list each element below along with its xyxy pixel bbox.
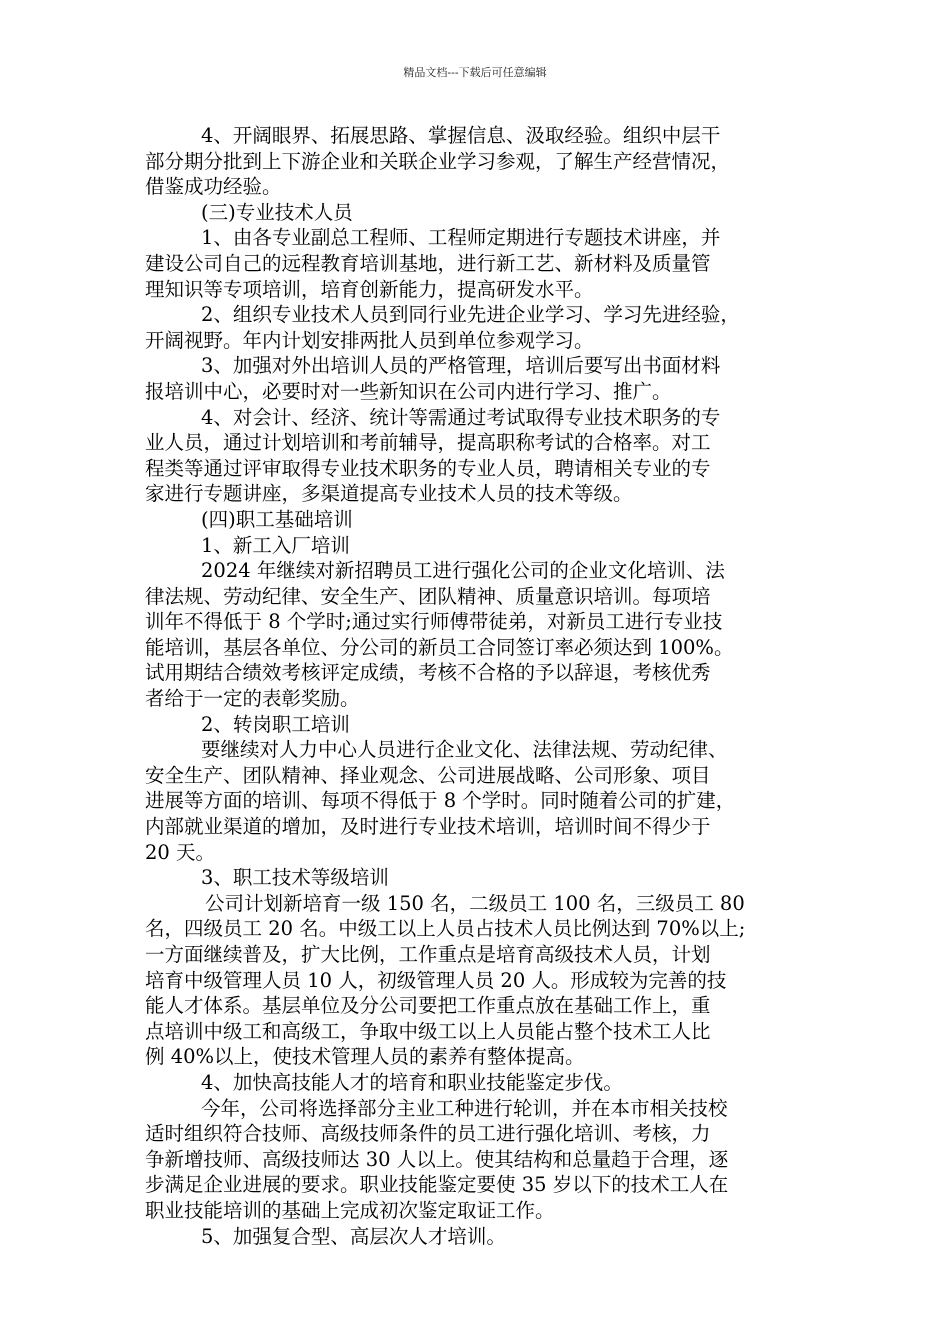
- text-line: 家进行专题讲座，多渠道提高专业技术人员的技术等级。: [145, 482, 633, 506]
- text-line: 部分期分批到上下游企业和关联企业学习参观，了解生产经营情况，: [145, 149, 731, 173]
- text-line: 程类等通过评审取得专业技术职务的专业人员，聘请相关专业的专: [145, 456, 711, 480]
- page-header: 精品文档---下载后可任意编辑: [403, 66, 547, 79]
- text-line: 借鉴成功经验。: [145, 175, 282, 199]
- text-line: 进展等方面的培训、每项不得低于 8 个学时。同时随着公司的扩建，: [145, 789, 736, 813]
- text-line: 步满足企业进展的要求。职业技能鉴定要使 35 岁以下的技术工人在: [145, 1173, 729, 1197]
- text-line: 者给于一定的表彰奖励。: [145, 687, 360, 711]
- text-line: 例 40%以上，使技术管理人员的素养有整体提高。: [145, 1045, 585, 1069]
- text-line: 理知识等专项培训，培育创新能力，提高研发水平。: [145, 277, 594, 301]
- text-line: 建设公司自己的远程教育培训基地，进行新工艺、新材料及质量管: [145, 251, 711, 275]
- text-line: 2024 年继续对新招聘员工进行强化公司的企业文化培训、法: [201, 559, 725, 583]
- text-line: 业人员，通过计划培训和考前辅导，提高职称考试的合格率。对工: [145, 431, 711, 455]
- text-line: 开阔视野。年内计划安排两批人员到单位参观学习。: [145, 328, 594, 352]
- text-line: 4、对会计、经济、统计等需通过考试取得专业技术职务的专: [201, 405, 721, 429]
- text-line: 1、由各专业副总工程师、工程师定期进行专题技术讲座，并: [201, 226, 721, 250]
- text-line: 2、转岗职工培训: [201, 712, 350, 736]
- text-line: 安全生产、团队精神、择业观念、公司进展战略、公司形象、项目: [145, 763, 711, 787]
- text-line: 律法规、劳动纪律、安全生产、团队精神、质量意识培训。每项培: [145, 584, 711, 608]
- text-line: 报培训中心，必要时对一些新知识在公司内进行学习、推广。: [145, 379, 672, 403]
- text-line: 3、加强对外出培训人员的严格管理，培训后要写出书面材料: [201, 354, 721, 378]
- text-line: 能人才体系。基层单位及分公司要把工作重点放在基础工作上，重: [145, 994, 711, 1018]
- text-line: 4、加快高技能人才的培育和职业技能鉴定步伐。: [201, 1070, 623, 1094]
- text-line: 争新增技师、高级技师达 30 人以上。使其结构和总量趋于合理，逐: [145, 1147, 729, 1171]
- text-line: 点培训中级工和高级工，争取中级工以上人员能占整个技术工人比: [145, 1019, 711, 1043]
- text-line: 适时组织符合技师、高级技师条件的员工进行强化培训、考核，力: [145, 1122, 711, 1146]
- document-body: [145, 123, 811, 1249]
- text-line: 4、开阔眼界、拓展思路、掌握信息、汲取经验。组织中层干: [201, 124, 721, 147]
- text-line: 试用期结合绩效考核评定成绩，考核不合格的予以辞退，考核优秀: [145, 661, 711, 685]
- text-line: 内部就业渠道的增加，及时进行专业技术培训，培训时间不得少于: [145, 815, 711, 839]
- text-line: (三)专业技术人员: [201, 200, 353, 224]
- text-line: 培育中级管理人员 10 人，初级管理人员 20 人。形成较为完善的技: [145, 968, 727, 992]
- text-line: 要继续对人力中心人员进行企业文化、法律法规、劳动纪律、: [201, 738, 728, 762]
- text-line: 名，四级员工 20 名。中级工以上人员占技术人员比例达到 70%以上;: [145, 917, 746, 941]
- text-line: 今年，公司将选择部分主业工种进行轮训，并在本市相关技校: [201, 1096, 728, 1120]
- text-line: 5、加强复合型、高层次人才培训。: [201, 1224, 506, 1248]
- text-line: 公司计划新培育一级 150 名，二级员工 100 名，三级员工 80: [205, 891, 745, 915]
- text-line: 1、新工入厂培训: [201, 533, 350, 557]
- text-line: 能培训，基层各单位、分公司的新员工合同签订率必须达到 100%。: [145, 635, 734, 659]
- text-line: 2、组织专业技术人员到同行业先进企业学习、学习先进经验，: [201, 303, 740, 327]
- text-line: 一方面继续普及，扩大比例，工作重点是培育高级技术人员，计划: [145, 943, 711, 966]
- text-line: 3、职工技术等级培训: [201, 866, 389, 890]
- text-line: 职业技能培训的基础上完成初次鉴定取证工作。: [145, 1198, 555, 1222]
- text-line: (四)职工基础培训: [201, 507, 353, 531]
- text-line: 20 天。: [145, 840, 216, 864]
- text-line: 训年不得低于 8 个学时;通过实行师傅带徒弟，对新员工进行专业技: [145, 610, 723, 634]
